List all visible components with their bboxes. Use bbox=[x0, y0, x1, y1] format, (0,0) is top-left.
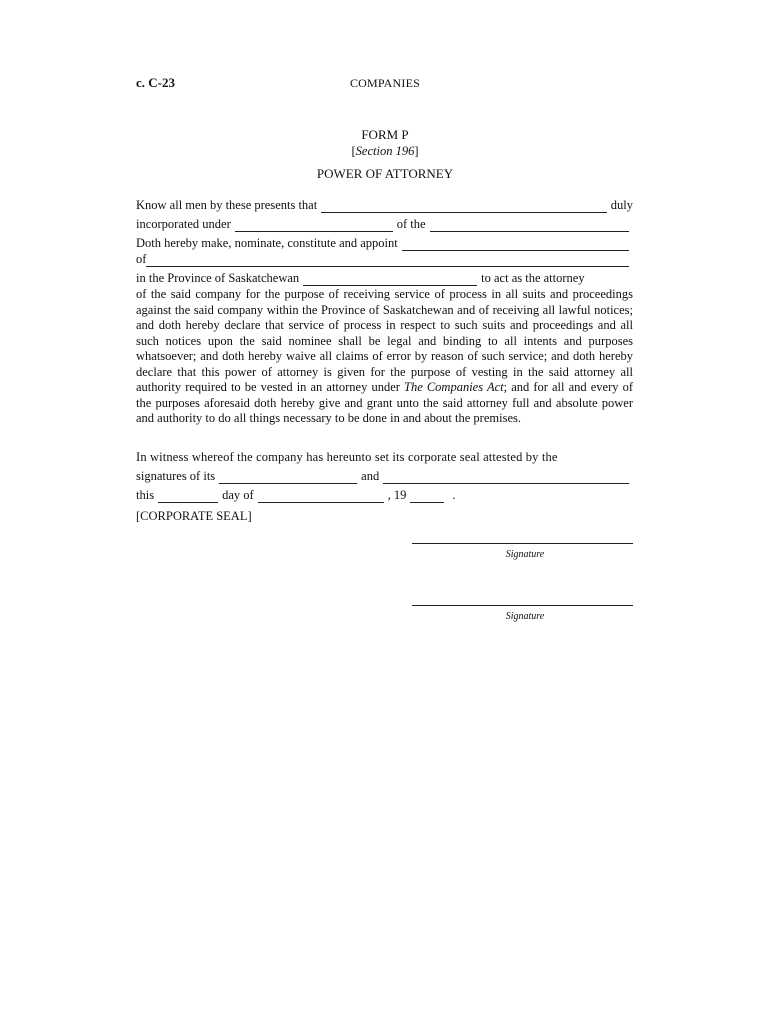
line-of bbox=[136, 252, 633, 267]
line-know-all-men bbox=[136, 198, 633, 213]
blank-officer-1[interactable] bbox=[219, 472, 357, 484]
body-text: of the said company for the purpose of receiving service of process in all suits and proceedings against the said company within the Province of Saskatchewan and of receiving all lawful notices; and doth hereby declare that service of process in respect to such suits and proceedings and all such notices upon the said nominee shall be legal and binding to all intents and purposes whatsoever; and doth hereby waive all claims of error by reason of such service; and doth hereby declare that this power of attorney is given for the purpose of vesting in the said attorney all authority required to be vested in an attorney under bbox=[136, 287, 633, 394]
running-header-chapter: c. C-23 bbox=[136, 75, 175, 90]
body-paragraph bbox=[136, 287, 633, 427]
line-signatures-of bbox=[136, 469, 633, 484]
signature-label-2: Signature bbox=[505, 611, 545, 622]
line-text: signatures of its bbox=[136, 469, 216, 483]
form-heading: POWER OF ATTORNEY bbox=[316, 166, 454, 181]
line-text: and bbox=[361, 469, 380, 483]
form-section: [Section 196] bbox=[351, 144, 419, 158]
line-text: . bbox=[452, 488, 456, 502]
line-witness bbox=[136, 450, 633, 465]
blank-jurisdiction[interactable] bbox=[430, 220, 629, 232]
line-appoint bbox=[136, 236, 633, 251]
blank-location[interactable] bbox=[303, 274, 477, 286]
line-text: of bbox=[136, 252, 147, 266]
line-text: this bbox=[136, 488, 155, 502]
line-text: incorporated under bbox=[136, 217, 231, 231]
blank-company-name[interactable] bbox=[321, 201, 607, 213]
section-ref: Section 196 bbox=[355, 144, 415, 158]
line-text: duly bbox=[610, 198, 633, 212]
blank-month[interactable] bbox=[258, 491, 384, 503]
corporate-seal-label: [CORPORATE SEAL] bbox=[136, 509, 252, 523]
blank-year[interactable] bbox=[410, 491, 444, 503]
blank-officer-2[interactable] bbox=[383, 472, 629, 484]
line-date bbox=[136, 488, 633, 503]
blank-appointee-address[interactable] bbox=[146, 255, 629, 267]
running-header-title: COMPANIES bbox=[349, 76, 421, 90]
line-text: day of bbox=[222, 488, 254, 502]
line-text: In witness whereof the company has hereunto set its corporate seal attested by the bbox=[136, 450, 558, 464]
line-text: in the Province of Saskatchewan bbox=[136, 271, 300, 285]
line-text: Know all men by these presents that bbox=[136, 198, 318, 212]
form-title: FORM P bbox=[361, 127, 409, 142]
blank-day[interactable] bbox=[158, 491, 218, 503]
line-text: Doth hereby make, nominate, constitute and appoint bbox=[136, 236, 398, 250]
line-text: of the bbox=[396, 217, 426, 231]
signature-label-1: Signature bbox=[505, 549, 545, 560]
line-text: to act as the attorney bbox=[481, 271, 585, 285]
line-text: , 19 bbox=[387, 488, 407, 502]
body-text: ; and for all and every of the purposes aforesaid doth hereby give and grant unto the said attorney full and absolute power and authority to do all things necessary to be done in and about the premises. bbox=[136, 380, 633, 425]
line-incorporated bbox=[136, 217, 633, 232]
line-province bbox=[136, 271, 633, 286]
signature-line-1[interactable] bbox=[412, 543, 633, 544]
signature-line-2[interactable] bbox=[412, 605, 633, 606]
blank-incorporated-under[interactable] bbox=[235, 220, 393, 232]
act-name: The Companies Act bbox=[404, 380, 504, 394]
blank-appointee[interactable] bbox=[402, 239, 629, 251]
